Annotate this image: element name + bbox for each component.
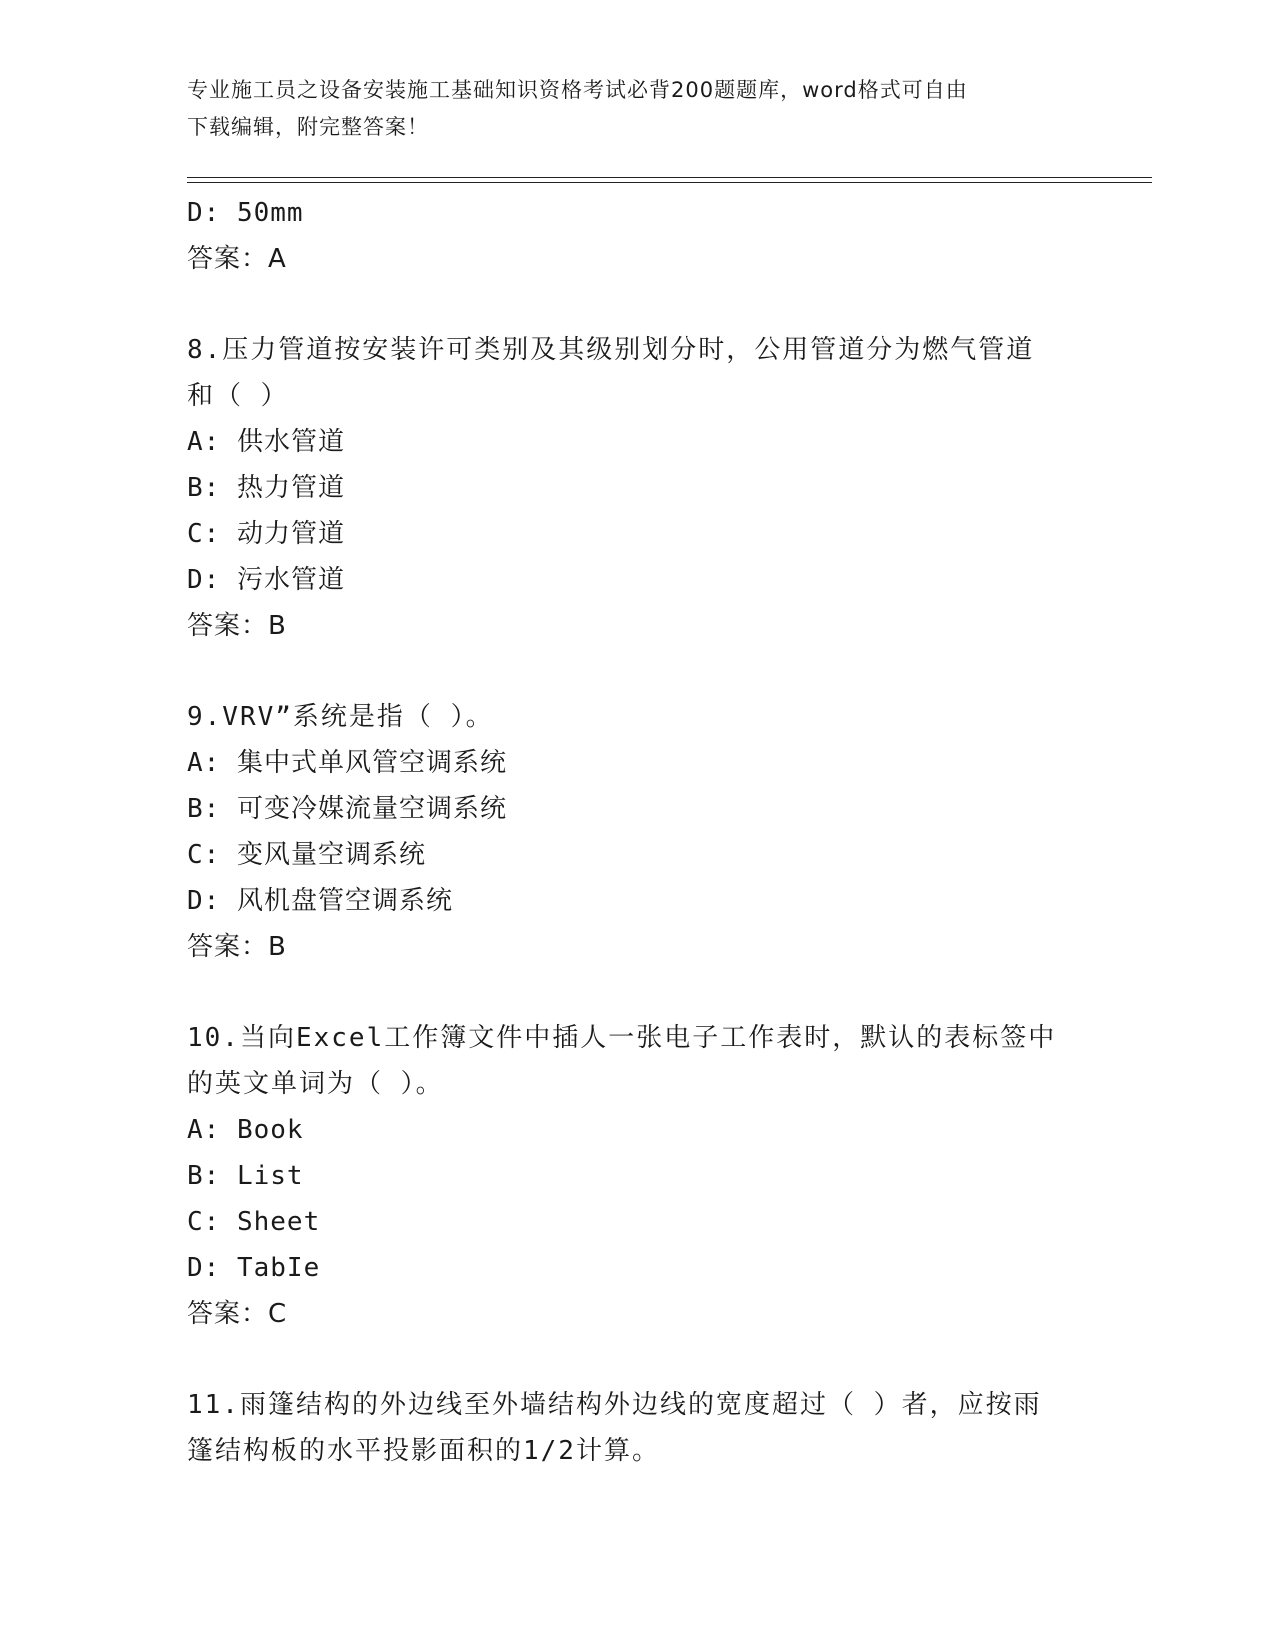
spacer: [187, 282, 1127, 327]
header-divider-top: [187, 177, 1152, 178]
question-10-option-d: D: TabIe: [187, 1253, 321, 1283]
question-10-option-a: A: Book: [187, 1115, 304, 1145]
spacer: [187, 1337, 1127, 1382]
question-8-option-d: D: 污水管道: [187, 565, 345, 595]
question-9-option-d: D: 风机盘管空调系统: [187, 886, 453, 916]
question-8-line-2: 和（ ）: [187, 381, 289, 411]
answer-line: 答案：A: [187, 244, 287, 274]
question-10-line-2: 的英文单词为（ ）。: [187, 1069, 444, 1099]
question-10-option-c: C: Sheet: [187, 1207, 321, 1237]
question-11-line-2: 篷结构板的水平投影面积的1/2计算。: [187, 1436, 660, 1466]
question-10-option-b: B: List: [187, 1161, 304, 1191]
question-10-text: [187, 1015, 1127, 1107]
question-8-option-a: A: 供水管道: [187, 427, 345, 457]
spacer: [187, 970, 1127, 1015]
header-divider-bottom: [187, 182, 1152, 183]
question-8-line-1: 8.压力管道按安装许可类别及其级别划分时，公用管道分为燃气管道: [187, 335, 1035, 365]
question-8-option-c: C: 动力管道: [187, 519, 345, 549]
option-d: D: 50mm: [187, 198, 304, 228]
question-8-option-b: B: 热力管道: [187, 473, 345, 503]
spacer: [187, 649, 1127, 694]
question-11-line-1: 11.雨篷结构的外边线至外墙结构外边线的宽度超过（ ）者，应按雨: [187, 1390, 1042, 1420]
question-9-option-c: C: 变风量空调系统: [187, 840, 426, 870]
header-line-1: 专业施工员之设备安装施工基础知识资格考试必背200题题库，word格式可自由: [187, 78, 968, 102]
question-10-answer: 答案：C: [187, 1299, 288, 1329]
header-line-2: 下载编辑，附完整答案！: [187, 115, 429, 139]
question-9-option-a: A: 集中式单风管空调系统: [187, 748, 507, 778]
question-8-text: [187, 327, 1127, 419]
question-11-text: [187, 1382, 1127, 1474]
question-list: [187, 190, 1127, 1474]
question-10-line-1: 10.当向Excel工作簿文件中插人一张电子工作表时，默认的表标签中: [187, 1023, 1057, 1053]
question-9-text: [187, 694, 1127, 740]
question-9-answer: 答案：B: [187, 932, 287, 962]
question-9-option-b: B: 可变冷媒流量空调系统: [187, 794, 507, 824]
question-8-answer: 答案：B: [187, 611, 287, 641]
document-header: [187, 72, 1087, 146]
question-9-line-1: 9.VRV”系统是指（ ）。: [187, 702, 494, 732]
